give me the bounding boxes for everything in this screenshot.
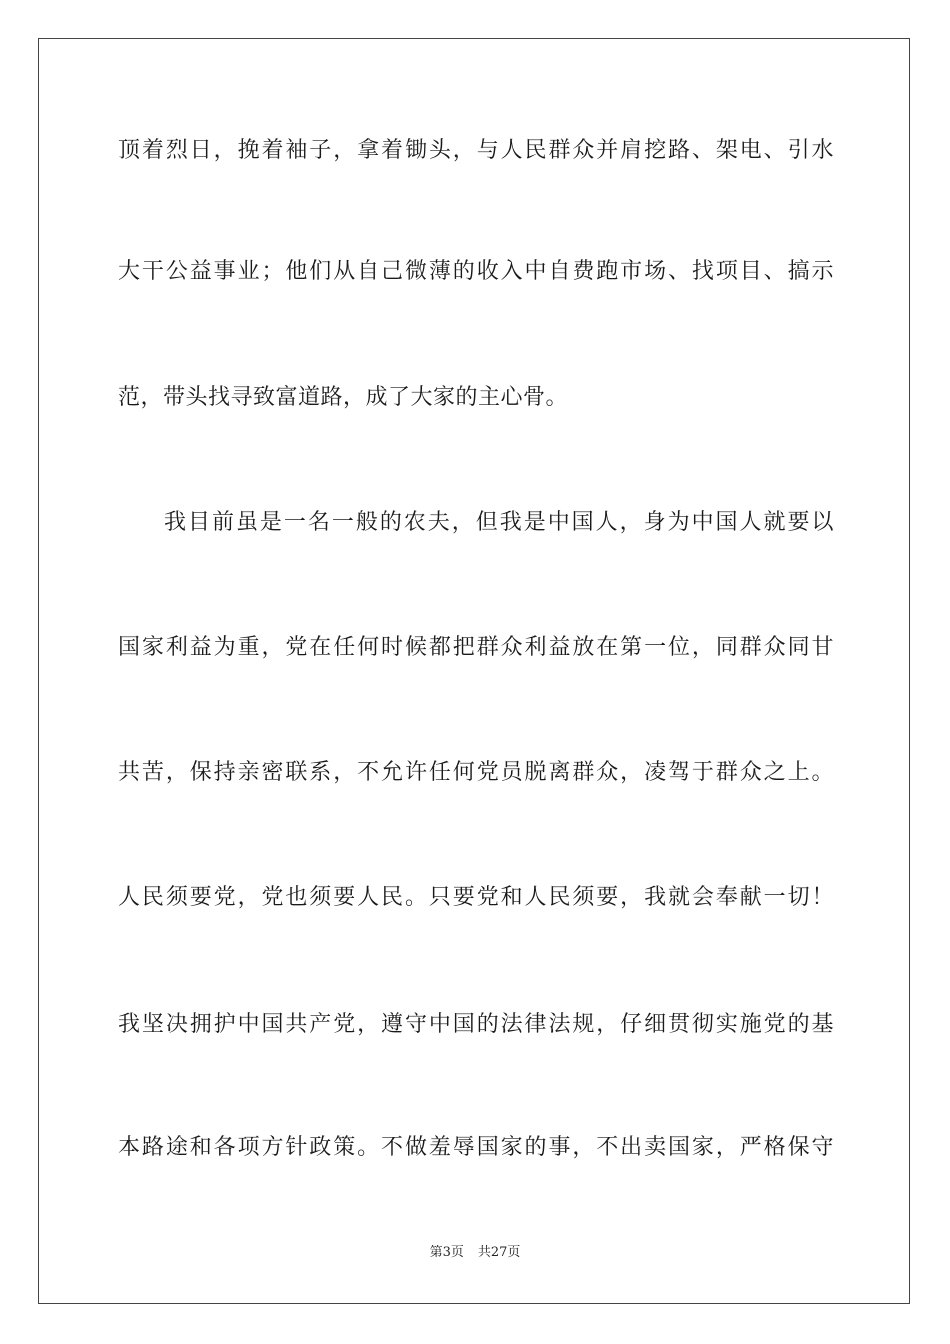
- paragraph-line: 人民须要党，党也须要人民。只要党和人民须要，我就会奉献一切！: [118, 885, 834, 910]
- page-footer: [0, 1244, 950, 1262]
- paragraph-line: 本路途和各项方针政策。不做羞辱国家的事，不出卖国家，严格保守: [118, 1135, 834, 1160]
- page-number: 第3页: [429, 1245, 464, 1260]
- paragraph-line: 我目前虽是一名一般的农夫，但我是中国人，身为中国人就要以: [164, 510, 834, 535]
- paragraph-line: 我坚决拥护中国共产党，遵守中国的法律法规，仔细贯彻实施党的基: [118, 1012, 834, 1037]
- paragraph-line: 顶着烈日，挽着袖子，拿着锄头，与人民群众并肩挖路、架电、引水: [118, 138, 834, 163]
- paragraph-line: 范，带头找寻致富道路，成了大家的主心骨。: [118, 385, 569, 410]
- paragraph-line: 大干公益事业；他们从自己微薄的收入中自费跑市场、找项目、搞示: [118, 259, 834, 284]
- paragraph-line: 共苦，保持亲密联系，不允许任何党员脱离群众，凌驾于群众之上。: [118, 760, 834, 785]
- paragraph-line: 国家利益为重，党在任何时候都把群众利益放在第一位，同群众同甘: [118, 635, 834, 660]
- page-total: 共27页: [477, 1245, 521, 1260]
- page-border: [38, 38, 910, 1304]
